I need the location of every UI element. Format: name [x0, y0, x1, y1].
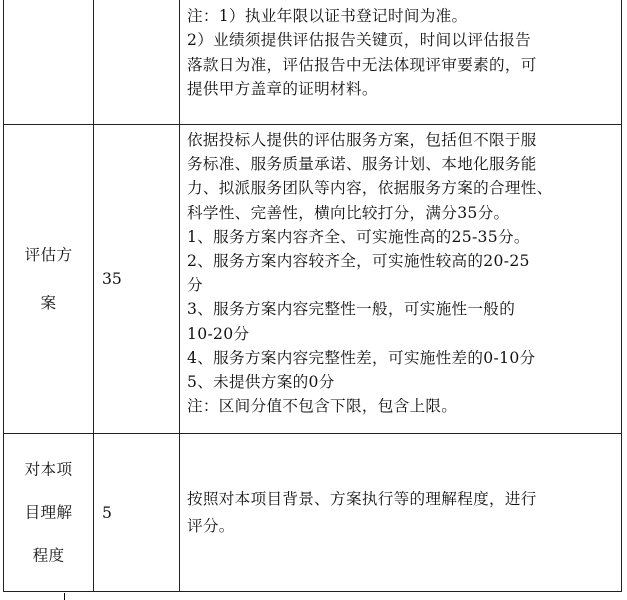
score-value: 5	[102, 503, 112, 522]
item-name-line: 程度	[32, 546, 65, 564]
criteria-cell	[180, 0, 621, 124]
criteria-line: 注：1）执业年限以证书登记时间为准。	[187, 7, 468, 25]
item-name-line: 目理解	[24, 503, 73, 521]
criteria-line: 按照对本项目背景、方案执行等的理解程度，进行	[187, 489, 537, 508]
table-row-project-understanding	[4, 433, 621, 591]
criteria-line: 3、服务方案内容完整性一般，可实施性一般的	[187, 300, 516, 319]
criteria-line: 2、服务方案内容较齐全，可实施性较高的20-25	[187, 251, 530, 270]
criteria-cell	[180, 125, 621, 433]
item-cell	[4, 125, 94, 433]
item-cell	[4, 0, 94, 124]
criteria-line: 2）业绩须提供评估报告关键页，时间以评估报告	[187, 31, 531, 50]
text-cursor	[64, 593, 65, 600]
criteria-cell	[180, 434, 621, 591]
criteria-line: 力、拟派服务团队等内容，依据服务方案的合理性、	[187, 179, 553, 198]
criteria-line: 科学性、完善性，横向比较打分，满分35分。	[187, 203, 510, 222]
score-cell	[94, 0, 180, 124]
table-row-notes	[4, 0, 621, 124]
item-name-line: 评估方	[24, 246, 73, 264]
criteria-line: 评分。	[187, 516, 235, 535]
criteria-line: 1、服务方案内容齐全、可实施性高的25-35分。	[187, 227, 530, 246]
score-cell	[94, 125, 180, 433]
score-cell	[94, 434, 180, 591]
item-cell	[4, 434, 94, 591]
item-name-line: 案	[40, 294, 57, 312]
criteria-line: 5、未提供方案的0分	[187, 372, 335, 391]
criteria-line: 依据投标人提供的评估服务方案，包括但不限于服	[187, 131, 537, 149]
table-row-assessment-plan	[4, 124, 621, 433]
criteria-line: 提供甲方盖章的证明材料。	[187, 80, 378, 99]
scoring-table	[3, 0, 622, 592]
item-name-line: 对本项	[24, 460, 73, 478]
criteria-line: 4、服务方案内容完整性差，可实施性差的0-10分	[187, 348, 536, 367]
criteria-line: 注：区间分值不包含下限，包含上限。	[187, 397, 458, 416]
criteria-line: 落款日为准，评估报告中无法体现评审要素的，可	[187, 55, 537, 74]
criteria-line: 务标准、服务质量承诺、服务计划、本地化服务能	[187, 155, 537, 174]
score-value: 35	[102, 270, 122, 288]
criteria-line: 10-20分	[187, 324, 250, 343]
criteria-line: 分	[187, 276, 203, 295]
